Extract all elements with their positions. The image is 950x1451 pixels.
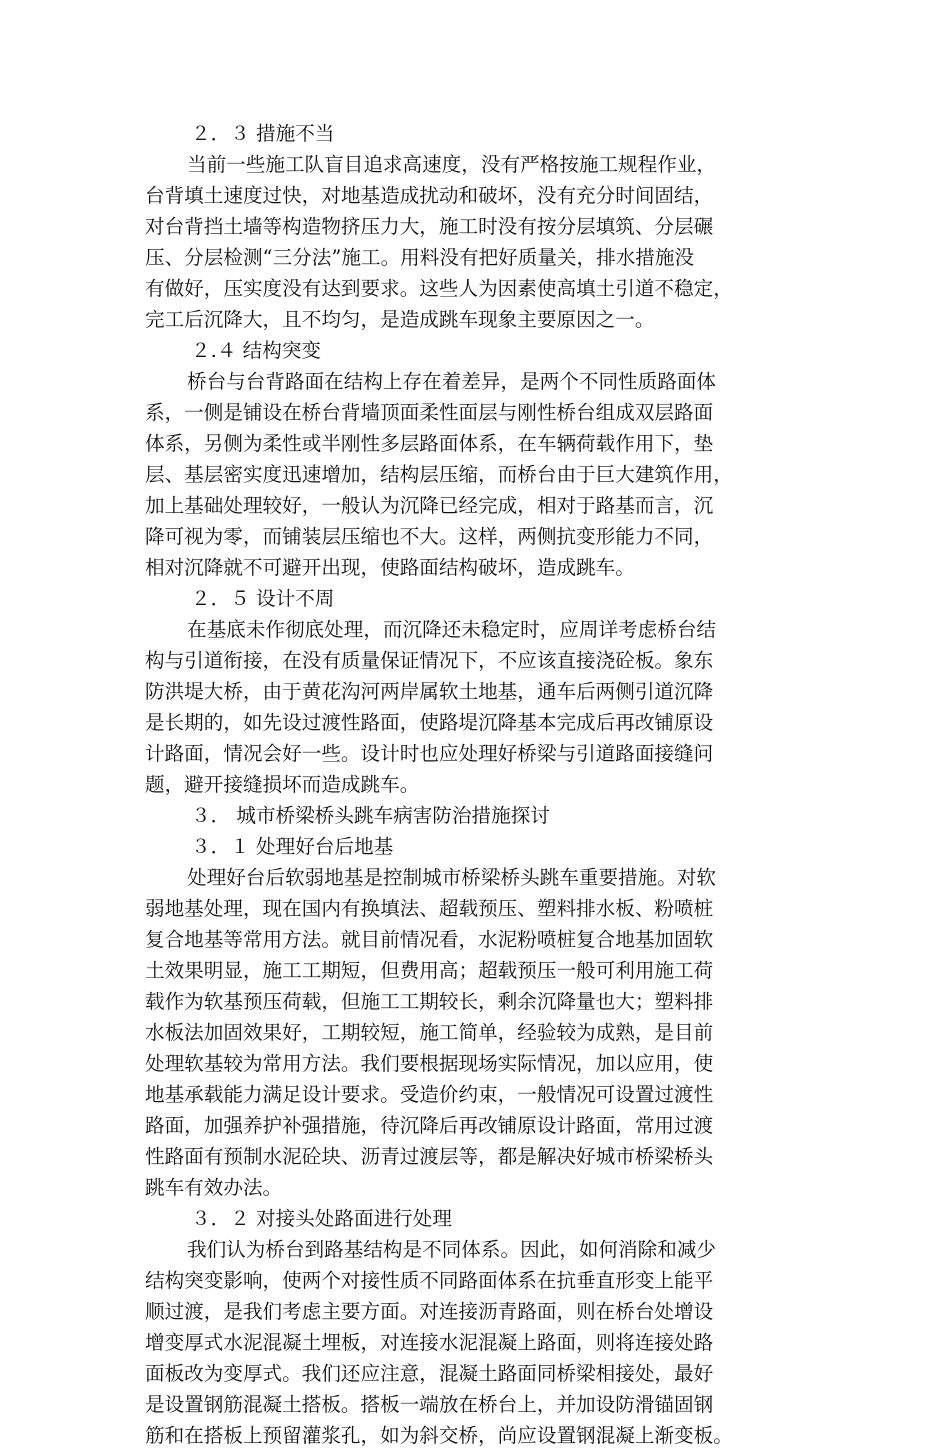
paragraph-line: 路面，加强养护补强措施，待沉降后再改铺原设计路面，常用过渡 (145, 1114, 714, 1137)
paragraph-line: 体系，另侧为柔性或半刚性多层路面体系，在车辆荷载作用下，垫 (145, 432, 714, 455)
paragraph-line: 完工后沉降大，且不均匀，是造成跳车现象主要原因之一。 (145, 308, 655, 331)
paragraph-first-line: 处理好台后软弱地基是控制城市桥梁桥头跳车重要措施。对软 (187, 866, 717, 889)
paragraph-line: 是长期的，如先设过渡性路面，使路堤沉降基本完成后再改铺原设 (145, 711, 714, 734)
document-body (145, 118, 815, 1451)
paragraph-first-line: 当前一些施工队盲目追求高速度，没有严格按施工规程作业， (187, 153, 717, 176)
paragraph-line: 压、分层检测“三分法”施工。用料没有把好质量关，排水措施没 (145, 246, 695, 269)
paragraph-line: 处理软基较为常用方法。我们要根据现场实际情况，加以应用，使 (145, 1052, 714, 1075)
section-heading: ３．２ 对接头处路面进行处理 (191, 1207, 452, 1230)
paragraph-line: 台背填土速度过快，对地基造成扰动和破坏，没有充分时间固结， (145, 184, 714, 207)
paragraph-first-line: 我们认为桥台到路基结构是不同体系。因此，如何消除和减少 (187, 1238, 717, 1261)
paragraph-line: 相对沉降就不可避开出现，使路面结构破坏，造成跳车。 (145, 556, 635, 579)
paragraph-line: 复合地基等常用方法。就目前情况看，水泥粉喷桩复合地基加固软 (145, 928, 714, 951)
paragraph-line: 系，一侧是铺设在桥台背墙顶面柔性面层与刚性桥台组成双层路面 (145, 401, 714, 424)
section-heading: ２．３ 措施不当 (191, 122, 335, 145)
paragraph-line: 筋和在搭板上预留灌浆孔，如为斜交桥，尚应设置钢混凝上渐变板。 (145, 1424, 733, 1447)
paragraph-line: 结构突变影响，使两个对接性质不同路面体系在抗垂直形变上能平 (145, 1269, 714, 1292)
paragraph-line: 构与引道衔接，在没有质量保证情况下，不应该直接浇砼板。象东 (145, 649, 714, 672)
paragraph-line: 降可视为零，而铺装层压缩也不大。这样，两侧抗变形能力不同， (145, 525, 714, 548)
paragraph-first-line: 桥台与台背路面在结构上存在着差异，是两个不同性质路面体 (187, 370, 717, 393)
paragraph-line: 跳车有效办法。 (145, 1176, 283, 1199)
section-heading: ２．５ 设计不周 (191, 587, 335, 610)
paragraph-line: 题，避开接缝损坏而造成跳车。 (145, 773, 420, 796)
paragraph-line: 性路面有预制水泥砼块、沥青过渡层等，都是解决好城市桥梁桥头 (145, 1145, 714, 1168)
paragraph-line: 防洪堤大桥，由于黄花沟河两岸属软土地基，通车后两侧引道沉降 (145, 680, 714, 703)
section-heading: ３．１ 处理好台后地基 (191, 835, 394, 858)
paragraph-line: 弱地基处理，现在国内有换填法、超载预压、塑料排水板、粉喷桩 (145, 897, 714, 920)
paragraph-line: 是设置钢筋混凝土搭板。搭板一端放在桥台上，并加设防滑锚固钢 (145, 1393, 714, 1416)
paragraph-line: 载作为软基预压荷载，但施工工期较长，剩余沉降量也大；塑料排 (145, 990, 714, 1013)
paragraph-line: 水板法加固效果好，工期较短，施工简单，经验较为成熟，是目前 (145, 1021, 714, 1044)
paragraph-first-line: 在基底未作彻底处理，而沉降还未稳定时，应周详考虑桥台结 (187, 618, 717, 641)
paragraph-line: 有做好，压实度没有达到要求。这些人为因素使高填土引道不稳定， (145, 277, 733, 300)
paragraph-line: 土效果明显，施工工期短，但费用高；超载预压一般可利用施工荷 (145, 959, 714, 982)
chapter-heading: ３． 城市桥梁桥头跳车病害防治措施探讨 (191, 804, 550, 827)
paragraph-line: 地基承载能力满足设计要求。受造价约束，一般情况可设置过渡性 (145, 1083, 714, 1106)
paragraph-line: 计路面，情况会好一些。设计时也应处理好桥梁与引道路面接缝问 (145, 742, 714, 765)
section-heading: ２.４ 结构突变 (191, 339, 322, 362)
paragraph-line: 面板改为变厚式。我们还应注意，混凝土路面同桥梁相接处，最好 (145, 1362, 714, 1385)
paragraph-line: 层、基层密实度迅速增加，结构层压缩，而桥台由于巨大建筑作用， (145, 463, 733, 486)
paragraph-line: 增变厚式水泥混凝土埋板，对连接水泥混凝上路面，则将连接处路 (145, 1331, 714, 1354)
paragraph-line: 加上基础处理较好，一般认为沉降已经完成，相对于路基而言，沉 (145, 494, 714, 517)
paragraph-line: 顺过渡，是我们考虑主要方面。对连接沥青路面，则在桥台处增设 (145, 1300, 714, 1323)
paragraph-line: 对台背挡土墙等构造物挤压力大，施工时没有按分层填筑、分层碾 (145, 215, 714, 238)
